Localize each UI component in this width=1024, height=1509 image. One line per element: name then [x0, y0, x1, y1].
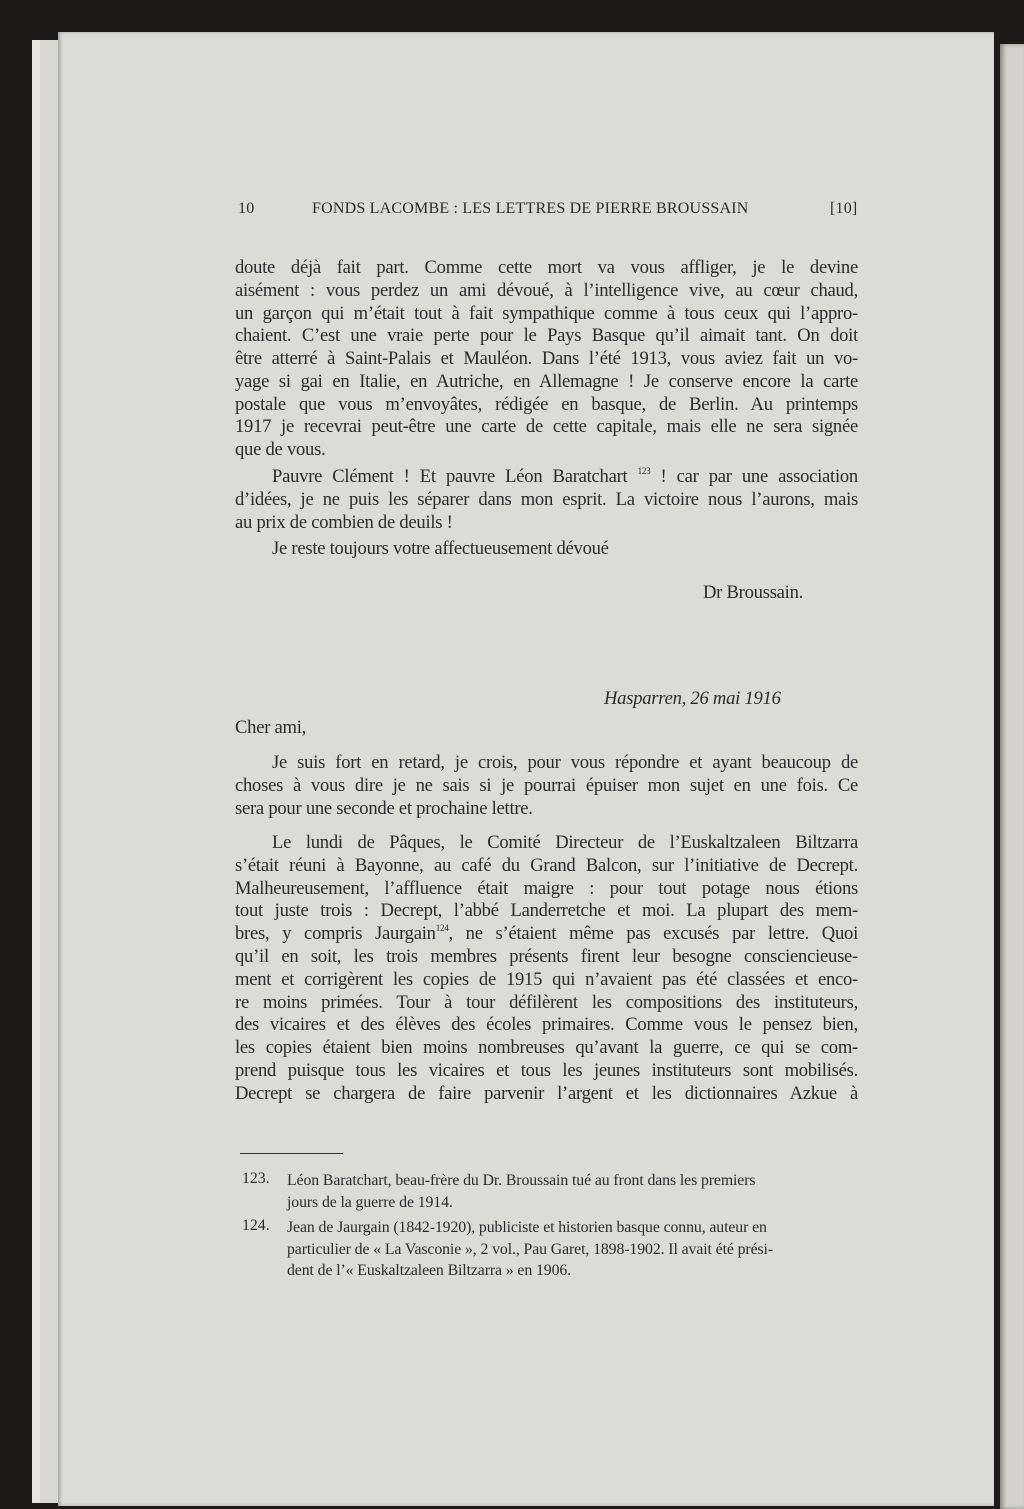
running-title: FONDS LACOMBE : LES LETTRES DE PIERRE BROUSSAIN [312, 200, 749, 217]
closing: Je reste toujours votre affectueusement dévoué [272, 538, 609, 559]
text-line: 1917 je recevrai peut-être une carte de cette capitale, mais elle ne sera signée [235, 416, 858, 438]
text-line: Malheureusement, l’affluence était maigre : pour tout potage nous étions [235, 877, 858, 899]
text-line: postale que vous m’envoyâtes, rédigée en basque, de Berlin. Au printemps [235, 393, 858, 415]
text-line: au prix de combien de deuils ! [235, 511, 453, 533]
text-line: des vicaires et des élèves des écoles primaires. Comme vous le pensez bien, [235, 1014, 858, 1036]
salutation: Cher ami, [235, 717, 307, 738]
footnote-text: Jean de Jaurgain (1842-1920), publiciste et historien basque connu, auteur en [287, 1219, 767, 1236]
text-line: d’idées, je ne puis les séparer dans mon esprit. La victoire nous l’aurons, mais [235, 489, 858, 510]
text-line: Pauvre Clément ! Et pauvre Léon Baratchart $^{123}$ ! car par une association [272, 466, 858, 487]
text-line: ment et corrigèrent les copies de 1915 qui n’avaient pas été classées et enco- [235, 968, 858, 990]
page-ref: [10] [830, 200, 858, 217]
text-line: sera pour une seconde et prochaine lettre. [235, 797, 533, 819]
text-line: chaient. C’est une vraie perte pour le Pays Basque qu’il aimait tant. On doit [235, 325, 858, 347]
footnote-text: dent de l’« Euskaltzaleen Biltzarra » en 1906. [287, 1262, 572, 1279]
footnote-number: 124. [242, 1217, 270, 1234]
facing-page-edge [1000, 44, 1024, 1509]
text-line: être atterré à Saint-Palais et Mauléon. Dans l’été 1913, vous aviez fait un vo- [235, 348, 858, 369]
page-number: 10 [238, 200, 255, 217]
text-line: yage si gai en Italie, en Autriche, en Allemagne ! Je conserve encore la carte [235, 370, 858, 392]
signature: Dr Broussain. [703, 582, 804, 603]
text-line: choses à vous dire je ne sais si je pourrai épuiser mon sujet en une fois. Ce [235, 774, 858, 796]
text-line: doute déjà fait part. Comme cette mort va vous affliger, je le devine [235, 257, 858, 278]
text-line: s’était réuni à Bayonne, au café du Grand Balcon, sur l’initiative de Decrept. [235, 854, 858, 876]
text-line: qu’il en soit, les trois membres présents firent leur besogne consciencieuse- [235, 946, 858, 967]
footnote-number: 123. [242, 1170, 270, 1187]
text-line: prend puisque tous les vicaires et tous les jeunes instituteurs sont mobilisés. [235, 1059, 858, 1081]
footnote-separator [240, 1153, 343, 1154]
text-line: Decrept se chargera de faire parvenir l’argent et les dictionnaires Azkue à [235, 1082, 858, 1104]
footnote-text: particulier de « La Vasconie », 2 vol., Pau Garet, 1898-1902. Il avait été prési- [287, 1240, 773, 1258]
footnote-ref[interactable]: 123 [637, 466, 651, 476]
footnote-ref[interactable]: 124 [435, 923, 449, 933]
text-line: bres, y compris Jaurgain$^{124}$, ne s’étaient même pas excusés par lettre. Quoi [235, 923, 858, 944]
text-line: que de vous. [235, 439, 326, 460]
text-line: un garçon qui m’était tout à fait sympathique comme à tous ceux qui l’appro- [235, 302, 858, 324]
text-line: Je suis fort en retard, je crois, pour vous répondre et ayant beaucoup de [272, 752, 858, 773]
text-line: aisément : vous perdez un ami dévoué, à l’intelligence vive, au cœur chaud, [235, 279, 858, 301]
footnote-text: Léon Baratchart, beau-frère du Dr. Broussain tué au front dans les premiers [287, 1172, 756, 1189]
text-line: re moins primées. Tour à tour défilèrent les compositions des instituteurs, [235, 991, 858, 1013]
text-line: les copies étaient bien moins nombreuses qu’avant la guerre, ce qui se com- [235, 1037, 858, 1058]
place-date: Hasparren, 26 mai 1916 [604, 688, 781, 709]
text-line: tout juste trois : Decrept, l’abbé Landerretche et moi. La plupart des mem- [235, 900, 858, 922]
footnote-text: jours de la guerre de 1914. [287, 1193, 453, 1211]
text-line: Le lundi de Pâques, le Comité Directeur de l’Euskaltzaleen Biltzarra [272, 832, 858, 853]
